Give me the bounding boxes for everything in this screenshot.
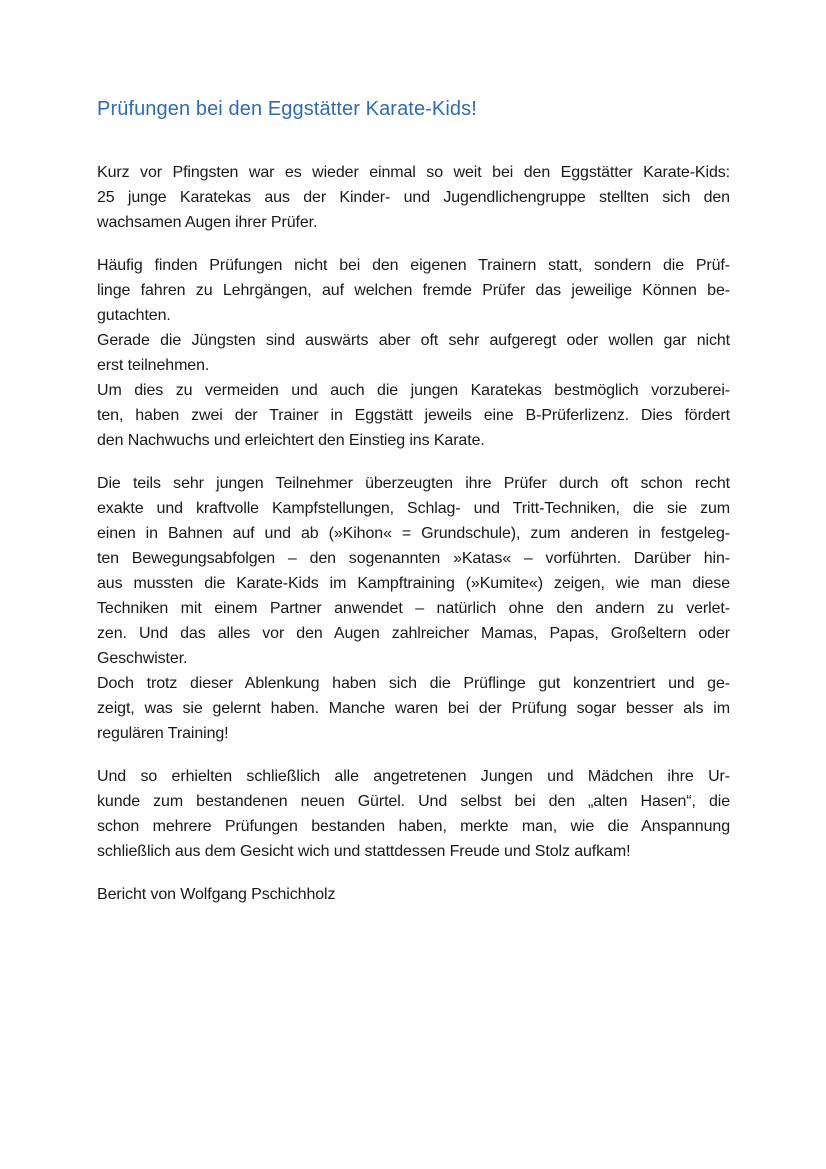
paragraph-line: Techniken mit einem Partner anwendet – natürlich ohne den andern zu verlet-: [97, 600, 730, 617]
paragraph: [97, 671, 730, 746]
text-block: [97, 471, 730, 746]
paragraph-line: erst teilnehmen.: [97, 357, 210, 374]
paragraph-line: wachsamen Augen ihrer Prüfer.: [97, 214, 318, 231]
paragraph-line: zen. Und das alles vor den Augen zahlreicher Mamas, Papas, Großeltern oder: [97, 625, 730, 642]
paragraph-line: schließlich aus dem Gesicht wich und stattdessen Freude und Stolz aufkam!: [97, 843, 631, 860]
paragraph-line: zeigt, was sie gelernt haben. Manche waren bei der Prüfung sogar besser als im: [97, 700, 730, 717]
text-block: [97, 253, 730, 453]
paragraph-line: exakte und kraftvolle Kampfstellungen, Schlag- und Tritt-Techniken, die sie zum: [97, 500, 730, 517]
paragraph-line: Die teils sehr jungen Teilnehmer überzeugten ihre Prüfer durch oft schon recht: [97, 475, 730, 492]
document-body: [97, 160, 730, 907]
paragraph: [97, 882, 730, 907]
paragraph-line: Um dies zu vermeiden und auch die jungen Karatekas bestmöglich vorzuberei-: [97, 382, 730, 399]
paragraph-line: Häufig finden Prüfungen nicht bei den eigenen Trainern statt, sondern die Prüf-: [97, 257, 730, 274]
paragraph-line: Und so erhielten schließlich alle angetretenen Jungen und Mädchen ihre Ur-: [97, 768, 730, 785]
text-block: [97, 882, 730, 907]
paragraph: [97, 378, 730, 453]
paragraph-line: Gerade die Jüngsten sind auswärts aber oft sehr aufgeregt oder wollen gar nicht: [97, 332, 730, 349]
paragraph-line: 25 junge Karatekas aus der Kinder- und Jugendlichengruppe stellten sich den: [97, 189, 730, 206]
paragraph-line: regulären Training!: [97, 725, 229, 742]
paragraph-line: linge fahren zu Lehrgängen, auf welchen fremde Prüfer das jeweilige Können be-: [97, 282, 730, 299]
paragraph-line: Doch trotz dieser Ablenkung haben sich die Prüflinge gut konzentriert und ge-: [97, 675, 730, 692]
document-content: [97, 96, 730, 907]
paragraph-line: einen in Bahnen auf und ab (»Kihon« = Grundschule), zum anderen in festgeleg-: [97, 525, 730, 542]
paragraph-line: den Nachwuchs und erleichtert den Einstieg ins Karate.: [97, 432, 485, 449]
paragraph-line: ten Bewegungsabfolgen – den sogenannten »Katas« – vorführten. Darüber hin-: [97, 550, 730, 567]
paragraph-line: Geschwister.: [97, 650, 188, 667]
text-block: [97, 764, 730, 864]
paragraph-line: schon mehrere Prüfungen bestanden haben, merkte man, wie die Anspannung: [97, 818, 730, 835]
paragraph-line: gutachten.: [97, 307, 171, 324]
paragraph-line: ten, haben zwei der Trainer in Eggstätt jeweils eine B-Prüferlizenz. Dies fördert: [97, 407, 730, 424]
paragraph: [97, 471, 730, 671]
paragraph-line: Bericht von Wolfgang Pschichholz: [97, 886, 336, 903]
paragraph: [97, 764, 730, 864]
text-block: [97, 160, 730, 235]
paragraph: [97, 160, 730, 235]
paragraph: [97, 253, 730, 328]
page-title: Prüfungen bei den Eggstätter Karate-Kids!: [97, 98, 477, 120]
paragraph: [97, 328, 730, 378]
paragraph-line: aus mussten die Karate-Kids im Kampftraining (»Kumite«) zeigen, wie man diese: [97, 575, 730, 592]
paragraph-line: kunde zum bestandenen neuen Gürtel. Und selbst bei den „alten Hasen“, die: [97, 793, 730, 810]
paragraph-line: Kurz vor Pfingsten war es wieder einmal so weit bei den Eggstätter Karate-Kids:: [97, 164, 730, 181]
